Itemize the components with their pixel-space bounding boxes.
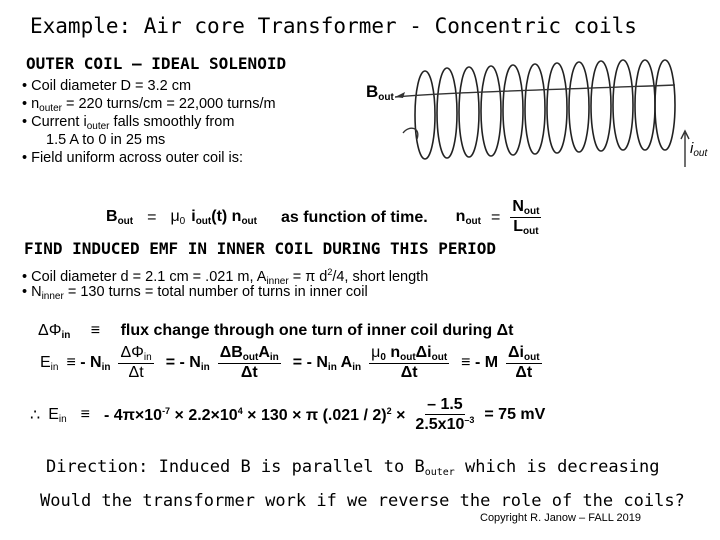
question-statement: Would the transformer work if we reverse the role of the coils? bbox=[40, 491, 685, 511]
figure-b-out-label: $B_{out}$ bbox=[366, 82, 394, 103]
equation-emf-chain: $E_{in}$ ≡ - $N_{in}$ $\frac{\Delta\Phi_{in}}{\Delta t}$ = - $N_{in}$ $\frac{\Delta B_{out}A_{in}}{\Delta t}$ = - $N_{in}$ $A_{in}$ $\frac{\mu_0 n_{out}\Delta i_{out}}{\Delta t}$ ≡ - M $\frac{\Delta i_{out}}{\Delta t}$ bbox=[40, 344, 540, 381]
copyright-text: Copyright R. Janow – FALL 2019 bbox=[480, 512, 642, 524]
coil-loops bbox=[415, 60, 675, 159]
solenoid-coil-figure bbox=[395, 55, 715, 185]
bullet-field-uniform: • Field uniform across outer coil is: bbox=[22, 150, 244, 166]
equation-flux-definition: $\Delta\Phi_{in}$ ≡ flux change through one turn of inner coil during Δt bbox=[38, 322, 514, 341]
equation-b-out: $B_{out}$ = $\mu_0$ $i_{out}(t)$ $n_{out}$ as function of time. $n_{out}$ = $\frac{N_{out}}{L_{out}}$ bbox=[106, 198, 540, 237]
bullet-current-cont: 1.5 A to 0 in 25 ms bbox=[46, 132, 166, 148]
bullet-inner-diameter: • Coil diameter d = 2.1 cm = .021 m, $A_{inner} = \pi$ $d^2/4$, short length bbox=[22, 267, 429, 287]
b-field-arrowhead bbox=[395, 92, 405, 98]
bullet-n-outer: • $n_{outer} = 220$ turns/cm = 22,000 turns/m bbox=[22, 96, 276, 114]
slide-title: Example: Air core Transformer - Concentric coils bbox=[30, 14, 637, 38]
bullet-coil-diameter: • Coil diameter D = 3.2 cm bbox=[22, 78, 192, 94]
section-heading-induced-emf: FIND INDUCED EMF IN INNER COIL DURING THIS PERIOD bbox=[24, 239, 497, 258]
figure-i-out-label: $i_{out}$ bbox=[690, 140, 708, 159]
equation-numeric-result: ∴ $E_{in}$ ≡ - $4\pi\times 10^{-7} \times 2.2\times 10^4 \times 130 \times \pi$ (.021 / 2)$^2$ × $\frac{- 1.5}{2.5x10^{-3}}$ = 75 mV bbox=[30, 396, 546, 433]
bullet-current: • Current $i_{outer}$ falls smoothly from bbox=[22, 114, 235, 132]
bullet-n-inner: • $N_{inner} = 130$ turns = total number of turns in inner coil bbox=[22, 284, 368, 302]
section-heading-outer-coil: OUTER COIL – IDEAL SOLENOID bbox=[26, 54, 287, 73]
direction-statement: Direction: Induced B is parallel to $B_{outer}$ which is decreasing bbox=[46, 457, 660, 478]
